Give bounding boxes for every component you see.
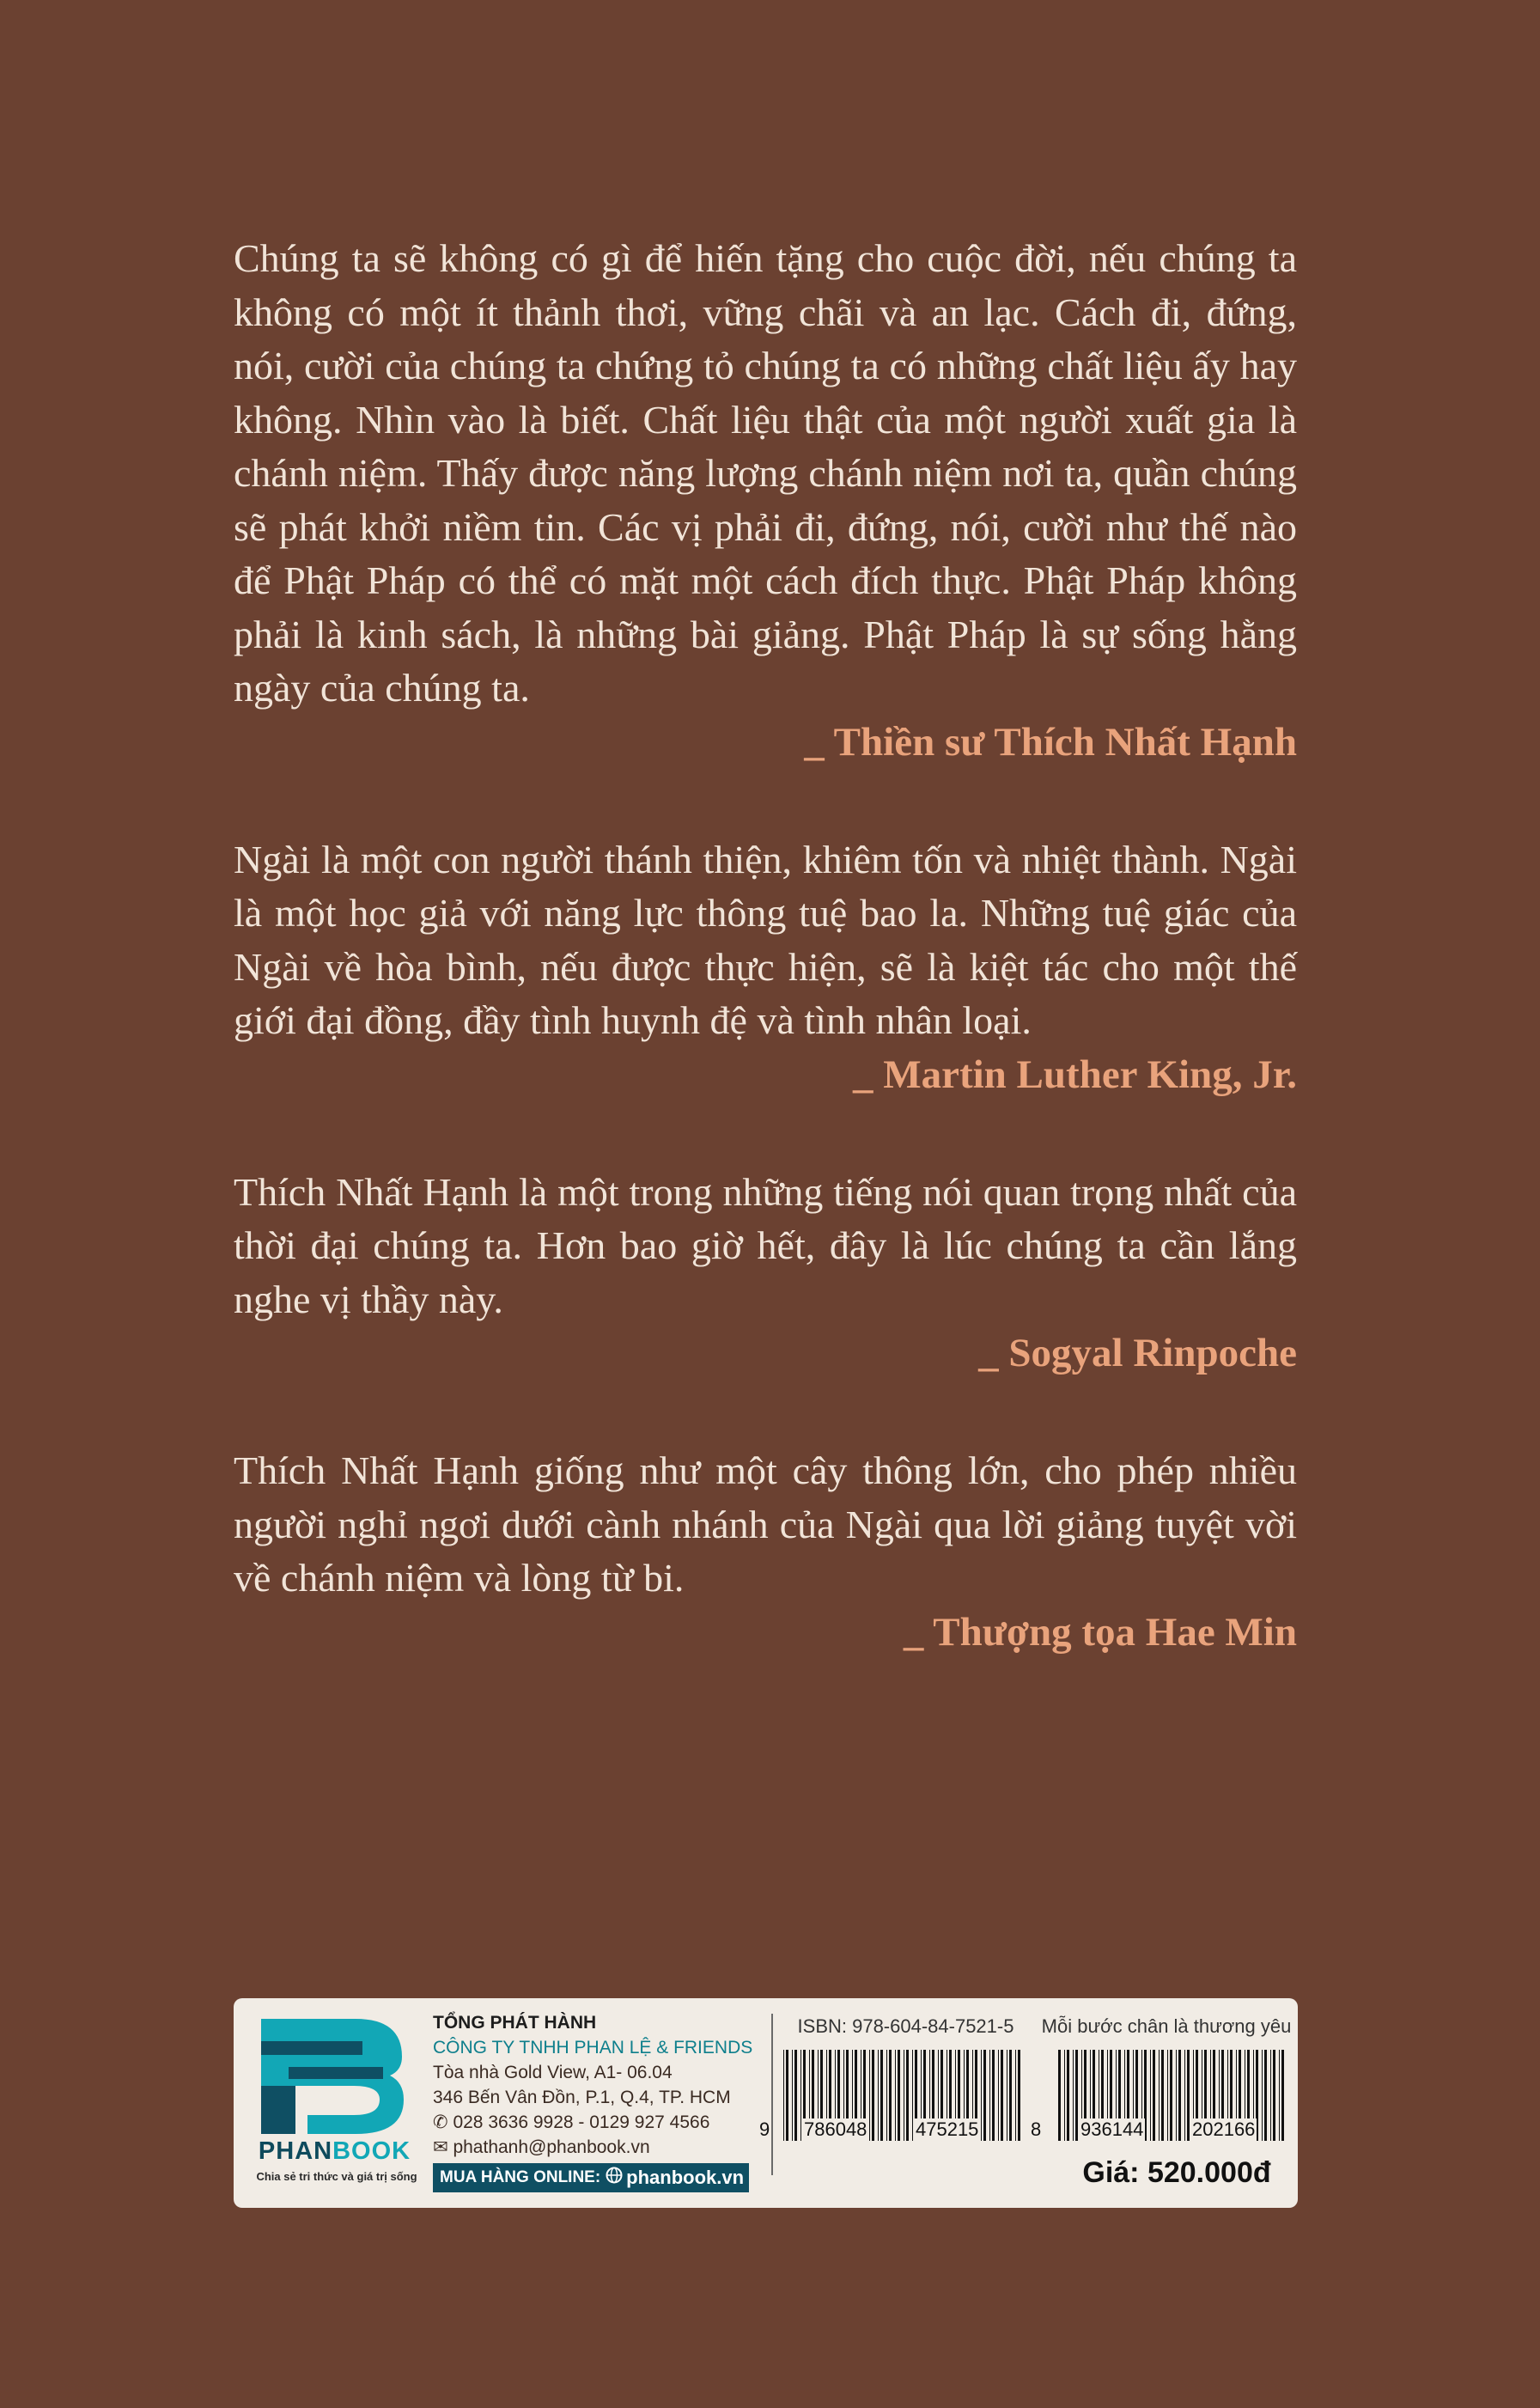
barcode1-digits-right: 475215 bbox=[916, 2118, 979, 2140]
barcode-bar bbox=[989, 2050, 990, 2141]
barcode-bar bbox=[1073, 2050, 1074, 2141]
price-label: Giá: 520.000đ bbox=[1082, 2156, 1271, 2189]
publisher-info-box bbox=[234, 1998, 1298, 2208]
divider bbox=[771, 2014, 773, 2175]
barcode-bar bbox=[998, 2050, 999, 2141]
barcode-bar bbox=[792, 2050, 793, 2141]
barcode-bar bbox=[1067, 2050, 1069, 2141]
barcode2-digits-right: 202166 bbox=[1192, 2118, 1256, 2140]
address-line1: Tòa nhà Gold View, A1- 06.04 bbox=[433, 2063, 673, 2082]
company-name: CÔNG TY TNHH PHAN LỆ & FRIENDS bbox=[433, 2038, 753, 2057]
barcode-bar bbox=[898, 2050, 900, 2141]
barcode-bar bbox=[1161, 2050, 1164, 2141]
quote-block bbox=[234, 1166, 1297, 1381]
quote-block bbox=[234, 833, 1297, 1101]
address-line2: 346 Bến Vân Đồn, P.1, Q.4, TP. HCM bbox=[433, 2088, 731, 2107]
barcode-bar bbox=[912, 2050, 913, 2141]
quote-block bbox=[234, 232, 1297, 769]
barcode-bar bbox=[1279, 2050, 1280, 2141]
quote-text: Thích Nhất Hạnh giống như một cây thông lớn, cho phép nhiều người nghỉ ngơi dưới cành nhánh của Ngài qua lời giảng tuyệt vời về chánh niệm và lòng từ bi. bbox=[234, 1448, 1297, 1600]
brand-part2: BOOK bbox=[332, 2137, 411, 2165]
barcode-bar bbox=[981, 2050, 982, 2141]
barcode-bar bbox=[783, 2050, 784, 2141]
barcode-bar bbox=[1150, 2050, 1151, 2141]
barcode-bar bbox=[1270, 2050, 1271, 2141]
brand-part1: PHAN bbox=[258, 2137, 333, 2165]
phone-row bbox=[433, 2110, 759, 2135]
publisher-heading: TỔNG PHÁT HÀNH bbox=[433, 2013, 597, 2033]
quote-block bbox=[234, 1444, 1297, 1659]
barcode1-digit-prefix: 9 bbox=[759, 2118, 770, 2140]
barcode-bar bbox=[786, 2050, 788, 2141]
barcode-bar bbox=[1159, 2050, 1160, 2141]
email-address[interactable]: phathanh@phanbook.vn bbox=[453, 2137, 650, 2157]
email-row bbox=[433, 2135, 759, 2160]
barcode-bar bbox=[880, 2050, 883, 2141]
barcode-bar bbox=[1075, 2050, 1078, 2141]
globe-icon bbox=[606, 2167, 623, 2189]
quote-text: Chúng ta sẽ không có gì để hiến tặng cho cuộc đời, nếu chúng ta không có một ít thảnh thơi, vững chãi và an lạc. Cách đi, đứng, nói, cười của chúng ta chứng tỏ chúng ta có những chất liệu ấy hay không. Nhìn vào là biết. Chất liệu thật của một người xuất gia là chánh niệm. Thấy được năng lượng chánh niệm nơi ta, quần chúng sẽ phát khởi niềm tin. Các vị phải đi, đứng, nói, cười như thế nào để Phật Pháp có thể có mặt một cách đích thực. Phật Pháp không phải là kinh sách, là những bài giảng. Phật Pháp là sự sống hằng ngày của chúng ta. bbox=[234, 236, 1297, 710]
barcode-bar bbox=[983, 2050, 986, 2141]
online-label: MUA HÀNG ONLINE: bbox=[440, 2168, 601, 2186]
barcode-bar bbox=[1264, 2050, 1267, 2141]
quotes-section bbox=[234, 232, 1297, 1723]
brand-name bbox=[251, 2137, 418, 2166]
barcode-bar bbox=[1273, 2050, 1275, 2141]
barcode2-digit-prefix: 8 bbox=[1031, 2118, 1042, 2140]
barcode-bar bbox=[1262, 2050, 1263, 2141]
barcode-bar bbox=[1187, 2050, 1190, 2141]
barcode-bar bbox=[872, 2050, 874, 2141]
online-site-link[interactable]: phanbook.vn bbox=[626, 2167, 745, 2188]
barcode-bar bbox=[800, 2050, 801, 2141]
quote-author: _ Sogyal Rinpoche bbox=[978, 1331, 1297, 1375]
barcode-bar bbox=[794, 2050, 797, 2141]
barcode-bar bbox=[906, 2050, 909, 2141]
online-banner bbox=[433, 2163, 749, 2192]
barcode-bar bbox=[1184, 2050, 1185, 2141]
barcode-bar bbox=[1015, 2050, 1016, 2141]
barcode-bar bbox=[1281, 2050, 1284, 2141]
quote-author: _ Martin Luther King, Jr. bbox=[852, 1052, 1297, 1097]
phone-number: 028 3636 9928 - 0129 927 4566 bbox=[453, 2112, 710, 2132]
quote-text: Thích Nhất Hạnh là một trong những tiếng nói quan trọng nhất của thời đại chúng ta. Hơn bao giờ hết, đây là lúc chúng ta cần lắng nghe vị thầy này. bbox=[234, 1169, 1297, 1321]
barcode-bar bbox=[895, 2050, 896, 2141]
barcode-bar bbox=[869, 2050, 870, 2141]
barcode1-digits-left: 786048 bbox=[804, 2118, 867, 2140]
slogan: Chia sẻ tri thức và giá trị sống bbox=[256, 2170, 417, 2183]
barcode-bar bbox=[1176, 2050, 1177, 2141]
barcode-bar bbox=[878, 2050, 879, 2141]
phone-icon: ✆ bbox=[433, 2112, 448, 2132]
barcode-bar bbox=[1178, 2050, 1181, 2141]
isbn-label: ISBN: 978-604-84-7521-5 bbox=[797, 2015, 1014, 2037]
quote-author: _ Thiền sư Thích Nhất Hạnh bbox=[804, 719, 1297, 765]
barcode-bar bbox=[1064, 2050, 1065, 2141]
barcode-bar bbox=[992, 2050, 995, 2141]
barcode-bar bbox=[1058, 2050, 1061, 2141]
barcode-bar bbox=[886, 2050, 887, 2141]
barcode-bar bbox=[1167, 2050, 1168, 2141]
quote-author: _ Thượng tọa Hae Min bbox=[903, 1609, 1297, 1655]
publisher-details bbox=[433, 2010, 759, 2160]
barcode-bar bbox=[1153, 2050, 1155, 2141]
barcode-bar bbox=[1001, 2050, 1003, 2141]
barcode-bar bbox=[889, 2050, 892, 2141]
barcode-bar bbox=[1018, 2050, 1020, 2141]
barcode2-digits-left: 936144 bbox=[1080, 2118, 1144, 2140]
envelope-icon: ✉ bbox=[433, 2137, 448, 2157]
tagline: Mỗi bước chân là thương yêu bbox=[1041, 2015, 1292, 2037]
quote-text: Ngài là một con người thánh thiện, khiêm tốn và nhiệt thành. Ngài là một học giả với năng lực thông tuệ bao la. Những tuệ giác của Ngài về hòa bình, nếu được thực hiện, sẽ là kiệt tác cho một thế giới đại đồng, đầy tình huynh đệ và tình nhân loại. bbox=[234, 837, 1297, 1042]
phanbook-logo-icon bbox=[254, 2014, 409, 2196]
barcode-bar bbox=[1170, 2050, 1172, 2141]
barcode-bar bbox=[1009, 2050, 1012, 2141]
